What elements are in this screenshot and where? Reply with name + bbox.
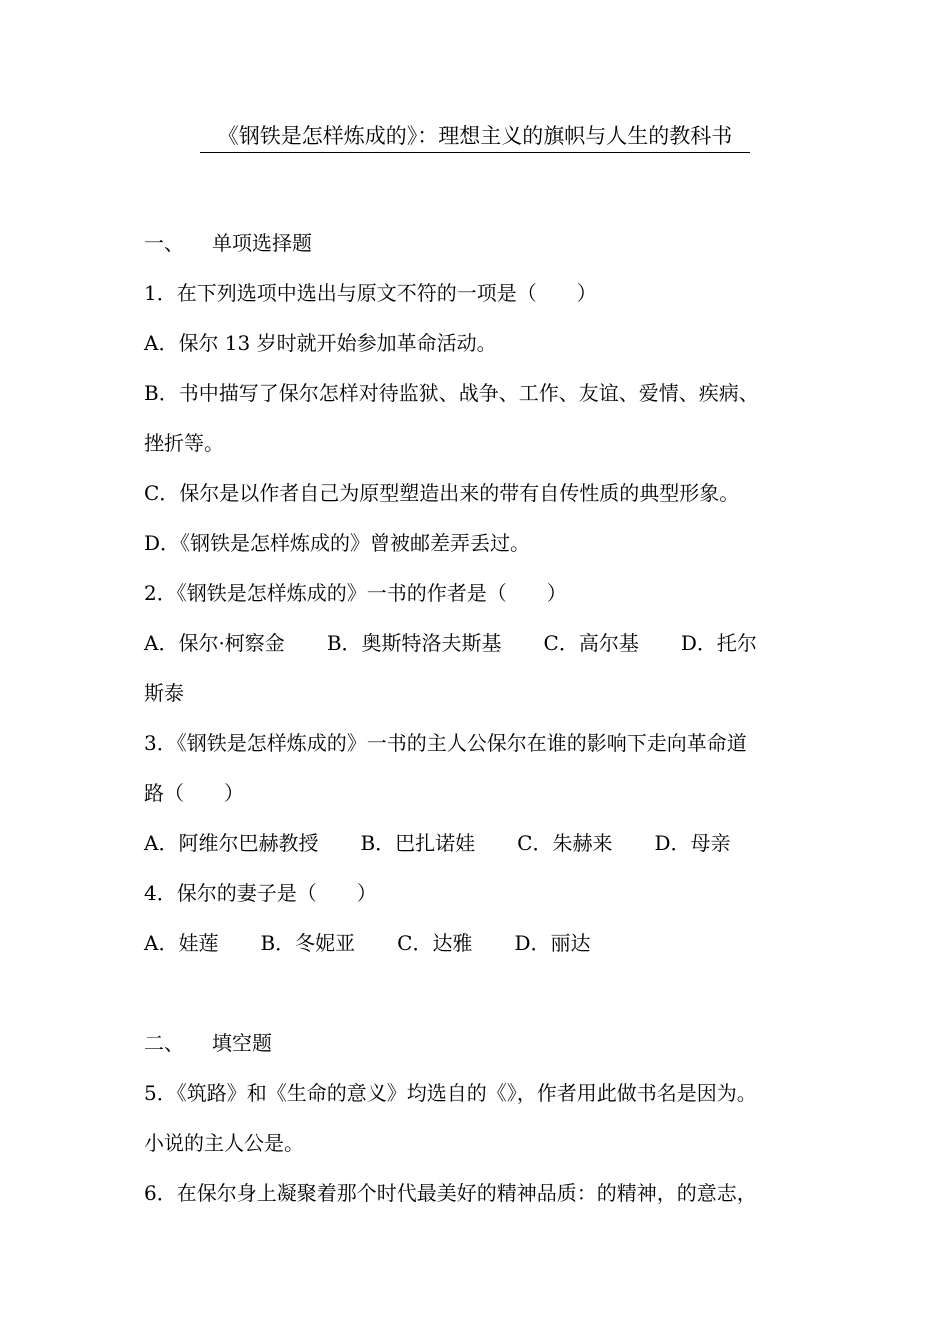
question-3-option-a: A．阿维尔巴赫教授 — [144, 831, 319, 855]
section-heading-choice — [144, 218, 812, 268]
question-1-option-b: B．书中描写了保尔怎样对待监狱、战争、工作、友谊、爱情、疾病、 — [144, 381, 759, 405]
question-4-option-b: B．冬妮亚 — [260, 931, 356, 955]
question-3-stem-continued: 路（ ） — [144, 781, 244, 805]
section-number: 二、 — [144, 1031, 184, 1055]
question-1-option-d: D．《钢铁是怎样炼成的》曾被邮差弄丢过。 — [144, 531, 531, 555]
question-3-options — [144, 818, 812, 868]
question-1-option-c: C．保尔是以作者自己为原型塑造出来的带有自传性质的典型形象。 — [144, 481, 740, 505]
question-4-options — [144, 918, 812, 968]
section-spacer — [144, 968, 812, 1018]
section-title: 填空题 — [212, 1031, 272, 1055]
question-4-option-d: D．丽达 — [514, 931, 591, 955]
section-number: 一、 — [144, 231, 184, 255]
document-body — [144, 218, 812, 1218]
question-3-option-d: D．母亲 — [654, 831, 731, 855]
question-1-option-a: A．保尔 13 岁时就开始参加革命活动。 — [144, 331, 497, 355]
question-2-option-b: B．奥斯特洛夫斯基 — [326, 631, 502, 655]
document-title: 《钢铁是怎样炼成的》：理想主义的旗帜与人生的教科书 — [200, 120, 750, 153]
question-2-stem: 2．《钢铁是怎样炼成的》一书的作者是（ ） — [144, 581, 567, 605]
question-1-option-b-continued: 挫折等。 — [144, 431, 224, 455]
question-2-option-c: C．高尔基 — [543, 631, 639, 655]
question-3-stem: 3．《钢铁是怎样炼成的》一书的主人公保尔在谁的影响下走向革命道 — [144, 731, 747, 755]
question-3-option-c: C．朱赫来 — [517, 831, 613, 855]
question-1-stem: 1．在下列选项中选出与原文不符的一项是（ ） — [144, 281, 597, 305]
question-5-line-2: 小说的主人公是。 — [144, 1131, 304, 1155]
question-2-options — [144, 618, 812, 668]
question-6-line-1: 6．在保尔身上凝聚着那个时代最美好的精神品质：的精神，的意志， — [144, 1181, 757, 1205]
question-5-line-1: 5．《筑路》和《生命的意义》均选自的《》，作者用此做书名是因为。 — [144, 1081, 757, 1105]
question-4-stem: 4．保尔的妻子是（ ） — [144, 881, 377, 905]
question-2-option-a: A．保尔·柯察金 — [144, 631, 285, 655]
question-3-option-b: B．巴扎诺娃 — [360, 831, 476, 855]
question-4-option-c: C．达雅 — [397, 931, 473, 955]
section-heading-fill — [144, 1018, 812, 1068]
question-4-option-a: A．娃莲 — [144, 931, 219, 955]
section-title: 单项选择题 — [212, 231, 312, 255]
question-2-option-d-continued: 斯泰 — [144, 681, 184, 705]
question-2-option-d: D．托尔 — [680, 631, 757, 655]
